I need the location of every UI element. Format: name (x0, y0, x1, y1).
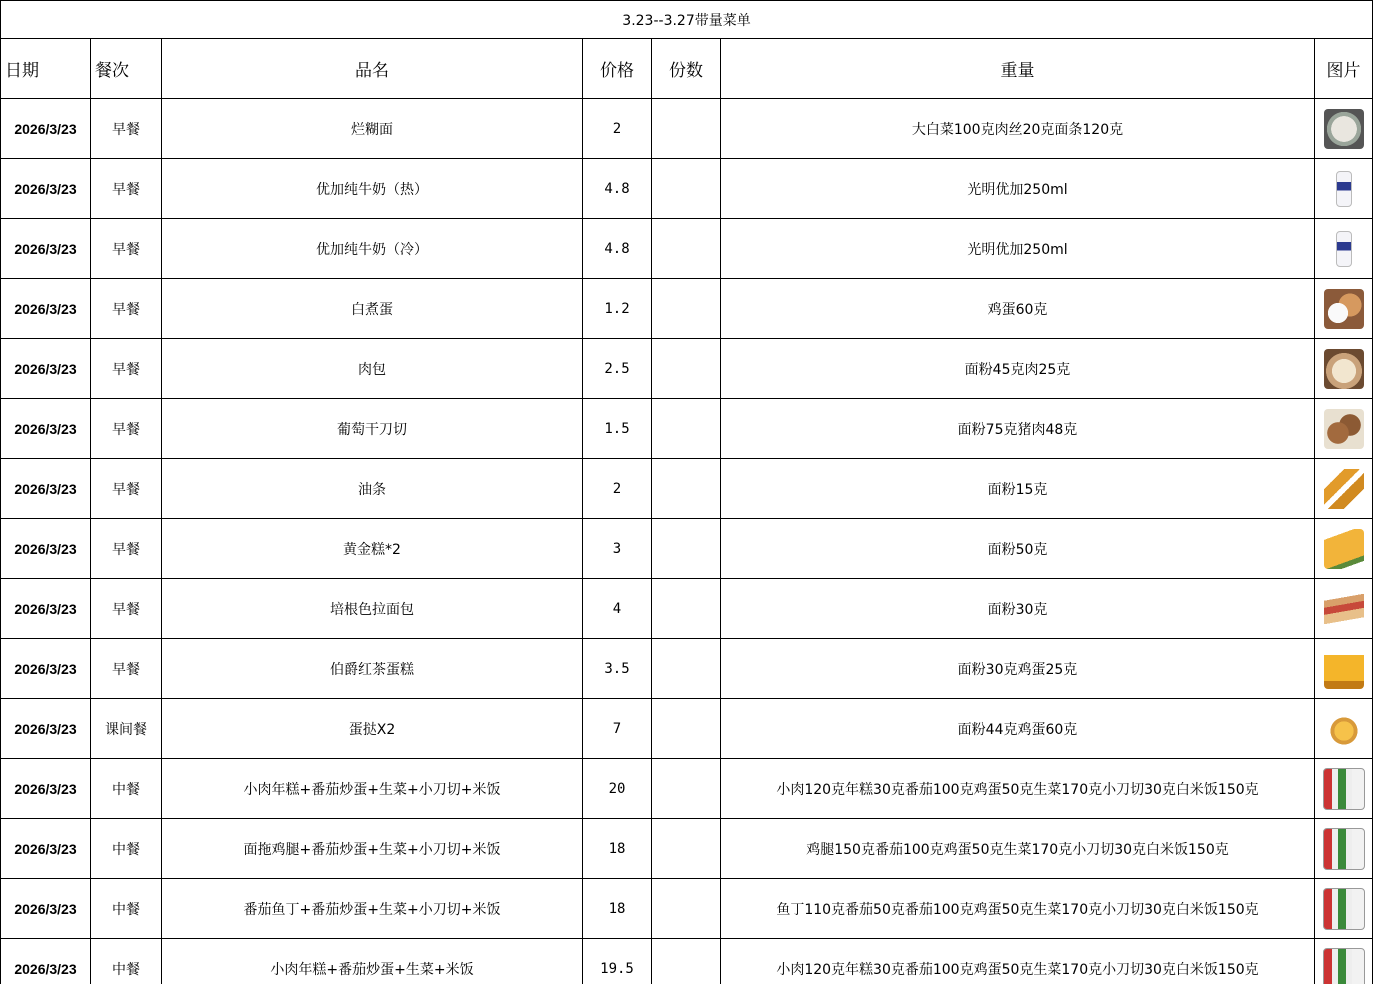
lunch-box-photo[interactable] (1323, 768, 1365, 810)
cell-price[interactable]: 7 (583, 699, 652, 759)
table-row (1, 879, 1373, 939)
cell-date[interactable]: 2026/3/23 (1, 99, 91, 159)
cell-date[interactable]: 2026/3/23 (1, 459, 91, 519)
tea-cake-photo[interactable] (1324, 649, 1364, 689)
cell-weight[interactable]: 面粉75克猪肉48克 (721, 399, 1315, 459)
fried-dough-photo[interactable] (1324, 469, 1364, 509)
cell-meal[interactable]: 早餐 (91, 579, 162, 639)
cell-name[interactable]: 黄金糕*2 (162, 519, 583, 579)
header-date[interactable]: 日期 (1, 39, 91, 99)
cell-price[interactable]: 4.8 (583, 219, 652, 279)
table-row (1, 939, 1373, 984)
table-row (1, 339, 1373, 399)
header-name[interactable]: 品名 (162, 39, 583, 99)
header-weight[interactable]: 重量 (721, 39, 1315, 99)
cell-price[interactable]: 18 (583, 879, 652, 939)
cell-image[interactable] (1315, 519, 1373, 579)
cell-name[interactable]: 油条 (162, 459, 583, 519)
cell-weight[interactable]: 光明优加250ml (721, 159, 1315, 219)
cell-image[interactable] (1315, 639, 1373, 699)
cell-image[interactable] (1315, 99, 1373, 159)
cell-image[interactable] (1315, 579, 1373, 639)
cell-name[interactable]: 优加纯牛奶（热） (162, 159, 583, 219)
cell-qty[interactable] (652, 699, 721, 759)
cell-price[interactable]: 2 (583, 99, 652, 159)
cell-weight[interactable]: 面粉44克鸡蛋60克 (721, 699, 1315, 759)
table-row (1, 279, 1373, 339)
cell-weight[interactable]: 小肉120克年糕30克番茄100克鸡蛋50克生菜170克小刀切30克白米饭150克 (721, 759, 1315, 819)
cell-weight[interactable]: 面粉30克 (721, 579, 1315, 639)
cell-meal[interactable]: 早餐 (91, 99, 162, 159)
cell-name[interactable]: 伯爵红茶蛋糕 (162, 639, 583, 699)
sheet-title[interactable]: 3.23--3.27带量菜单 (1, 1, 1373, 39)
cell-date[interactable]: 2026/3/23 (1, 579, 91, 639)
cell-image[interactable] (1315, 699, 1373, 759)
header-meal[interactable]: 餐次 (91, 39, 162, 99)
cell-meal[interactable]: 早餐 (91, 339, 162, 399)
egg-tart-photo[interactable] (1324, 709, 1364, 749)
cell-date[interactable]: 2026/3/23 (1, 879, 91, 939)
cell-image[interactable] (1315, 759, 1373, 819)
header-price[interactable]: 价格 (583, 39, 652, 99)
cell-qty[interactable] (652, 579, 721, 639)
cell-name[interactable]: 面拖鸡腿+番茄炒蛋+生菜+小刀切+米饭 (162, 819, 583, 879)
cell-qty[interactable] (652, 759, 721, 819)
cell-price[interactable]: 20 (583, 759, 652, 819)
cell-qty[interactable] (652, 639, 721, 699)
header-image[interactable]: 图片 (1315, 39, 1373, 99)
cell-meal[interactable]: 中餐 (91, 939, 162, 984)
cell-qty[interactable] (652, 399, 721, 459)
cell-weight[interactable]: 鸡蛋60克 (721, 279, 1315, 339)
cell-meal[interactable]: 早餐 (91, 159, 162, 219)
cell-date[interactable]: 2026/3/23 (1, 639, 91, 699)
cell-image[interactable] (1315, 279, 1373, 339)
cell-name[interactable]: 葡萄干刀切 (162, 399, 583, 459)
cell-qty[interactable] (652, 459, 721, 519)
cell-price[interactable]: 18 (583, 819, 652, 879)
cell-weight[interactable]: 鱼丁110克番茄50克番茄100克鸡蛋50克生菜170克小刀切30克白米饭150克 (721, 879, 1315, 939)
cell-date[interactable]: 2026/3/23 (1, 759, 91, 819)
milk-carton-photo[interactable] (1336, 231, 1352, 267)
table-row (1, 579, 1373, 639)
cell-date[interactable]: 2026/3/23 (1, 399, 91, 459)
cell-image[interactable] (1315, 159, 1373, 219)
cell-date[interactable]: 2026/3/23 (1, 279, 91, 339)
cell-image[interactable] (1315, 459, 1373, 519)
cell-date[interactable]: 2026/3/23 (1, 939, 91, 984)
cell-weight[interactable]: 面粉45克肉25克 (721, 339, 1315, 399)
cell-date[interactable]: 2026/3/23 (1, 699, 91, 759)
cell-date[interactable]: 2026/3/23 (1, 159, 91, 219)
golden-cake-photo[interactable] (1324, 529, 1364, 569)
cell-qty[interactable] (652, 99, 721, 159)
cell-weight[interactable]: 鸡腿150克番茄100克鸡蛋50克生菜170克小刀切30克白米饭150克 (721, 819, 1315, 879)
cell-weight[interactable]: 面粉50克 (721, 519, 1315, 579)
cell-qty[interactable] (652, 159, 721, 219)
cell-meal[interactable]: 中餐 (91, 879, 162, 939)
cell-name[interactable]: 肉包 (162, 339, 583, 399)
cell-name[interactable]: 小肉年糕+番茄炒蛋+生菜+米饭 (162, 939, 583, 984)
cell-name[interactable]: 优加纯牛奶（冷） (162, 219, 583, 279)
bacon-bread-photo[interactable] (1324, 589, 1364, 629)
cell-meal[interactable]: 中餐 (91, 819, 162, 879)
cell-price[interactable]: 1.2 (583, 279, 652, 339)
title-row (1, 1, 1373, 39)
table-row (1, 159, 1373, 219)
header-qty[interactable]: 份数 (652, 39, 721, 99)
noodle-bowl-photo[interactable] (1324, 109, 1364, 149)
cell-qty[interactable] (652, 339, 721, 399)
lunch-box-photo[interactable] (1323, 888, 1365, 930)
cell-image[interactable] (1315, 339, 1373, 399)
cell-qty[interactable] (652, 519, 721, 579)
cell-image[interactable] (1315, 219, 1373, 279)
cell-image[interactable] (1315, 819, 1373, 879)
cell-price[interactable]: 1.5 (583, 399, 652, 459)
cell-price[interactable]: 2 (583, 459, 652, 519)
cell-price[interactable]: 3 (583, 519, 652, 579)
cell-qty[interactable] (652, 279, 721, 339)
cell-price[interactable]: 3.5 (583, 639, 652, 699)
cell-meal[interactable]: 早餐 (91, 399, 162, 459)
meat-bun-photo[interactable] (1324, 349, 1364, 389)
lunch-box-photo[interactable] (1323, 948, 1365, 984)
cell-name[interactable]: 烂糊面 (162, 99, 583, 159)
table-row (1, 819, 1373, 879)
cell-price[interactable]: 19.5 (583, 939, 652, 984)
boiled-egg-photo[interactable] (1324, 289, 1364, 329)
lunch-box-photo[interactable] (1323, 828, 1365, 870)
cell-qty[interactable] (652, 219, 721, 279)
cell-meal[interactable]: 早餐 (91, 219, 162, 279)
table-row (1, 759, 1373, 819)
cell-date[interactable]: 2026/3/23 (1, 219, 91, 279)
cell-image[interactable] (1315, 879, 1373, 939)
raisin-bun-photo[interactable] (1324, 409, 1364, 449)
cell-meal[interactable]: 早餐 (91, 459, 162, 519)
cell-weight[interactable]: 面粉15克 (721, 459, 1315, 519)
cell-name[interactable]: 培根色拉面包 (162, 579, 583, 639)
cell-weight[interactable]: 小肉120克年糕30克番茄100克鸡蛋50克生菜170克小刀切30克白米饭150克 (721, 939, 1315, 984)
cell-date[interactable]: 2026/3/23 (1, 339, 91, 399)
cell-price[interactable]: 4 (583, 579, 652, 639)
cell-image[interactable] (1315, 939, 1373, 984)
cell-name[interactable]: 小肉年糕+番茄炒蛋+生菜+小刀切+米饭 (162, 759, 583, 819)
cell-weight[interactable]: 面粉30克鸡蛋25克 (721, 639, 1315, 699)
cell-price[interactable]: 4.8 (583, 159, 652, 219)
cell-image[interactable] (1315, 399, 1373, 459)
table-row (1, 519, 1373, 579)
cell-date[interactable]: 2026/3/23 (1, 819, 91, 879)
cell-weight[interactable]: 大白菜100克肉丝20克面条120克 (721, 99, 1315, 159)
cell-meal[interactable]: 课间餐 (91, 699, 162, 759)
cell-meal[interactable]: 早餐 (91, 279, 162, 339)
cell-meal[interactable]: 早餐 (91, 519, 162, 579)
table-row (1, 99, 1373, 159)
cell-date[interactable]: 2026/3/23 (1, 519, 91, 579)
cell-name[interactable]: 白煮蛋 (162, 279, 583, 339)
cell-price[interactable]: 2.5 (583, 339, 652, 399)
cell-qty[interactable] (652, 819, 721, 879)
header-row (1, 39, 1373, 99)
table-row (1, 219, 1373, 279)
table-row (1, 459, 1373, 519)
milk-carton-photo[interactable] (1336, 171, 1352, 207)
cell-meal[interactable]: 中餐 (91, 759, 162, 819)
cell-weight[interactable]: 光明优加250ml (721, 219, 1315, 279)
cell-qty[interactable] (652, 939, 721, 984)
cell-meal[interactable]: 早餐 (91, 639, 162, 699)
table-row (1, 699, 1373, 759)
table-row (1, 399, 1373, 459)
cell-name[interactable]: 蛋挞X2 (162, 699, 583, 759)
cell-name[interactable]: 番茄鱼丁+番茄炒蛋+生菜+小刀切+米饭 (162, 879, 583, 939)
cell-qty[interactable] (652, 879, 721, 939)
table-row (1, 639, 1373, 699)
